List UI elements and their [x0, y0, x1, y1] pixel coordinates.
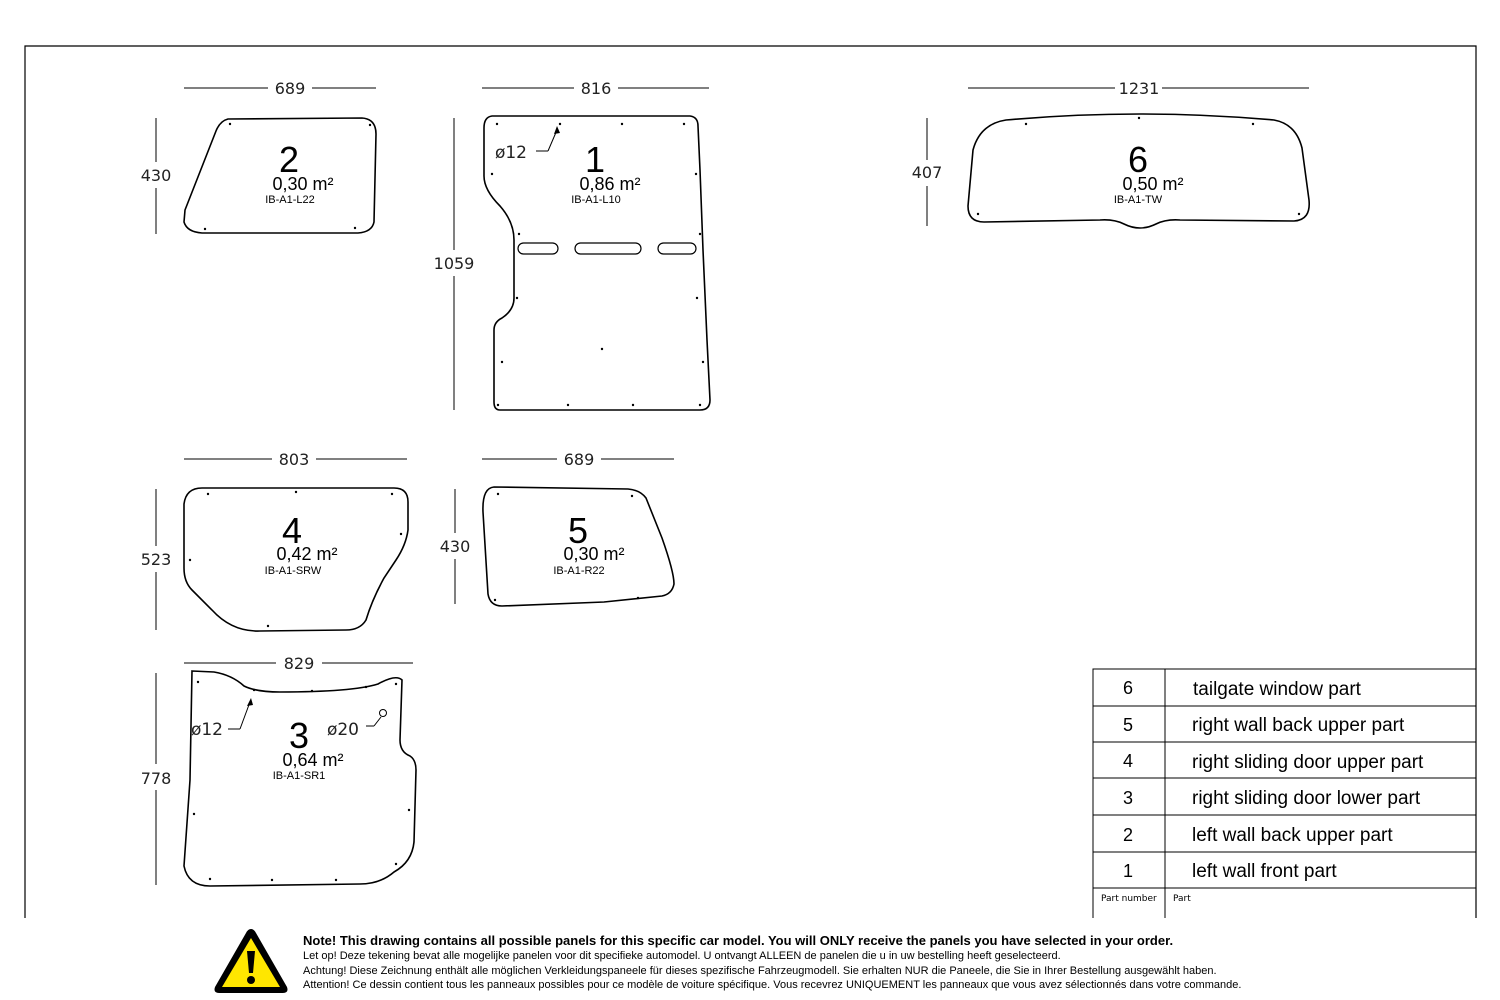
panel-1-number: 1: [584, 139, 606, 180]
panel-3-hole-large-label: ø20: [326, 720, 360, 740]
table-row-part: right sliding door upper part: [1192, 752, 1424, 773]
panel-4: [141, 450, 408, 631]
panel-5-area: 0,30 m²: [563, 544, 625, 564]
panel-1-hole-label: ø12: [494, 143, 528, 163]
panel-5-code: IB-A1-R22: [553, 565, 605, 577]
panel-3-code: IB-A1-SR1: [272, 770, 326, 782]
panel-5-height: 430: [439, 537, 471, 556]
table-row-number: 1: [1122, 861, 1134, 881]
panel-2: [141, 79, 376, 234]
panel-2-height: 430: [140, 166, 172, 185]
panel-1-area: 0,86 m²: [579, 174, 641, 194]
table-header-part-number: Part number: [1101, 894, 1157, 904]
disclaimer-note: [303, 933, 1403, 993]
table-row-number: 2: [1122, 825, 1134, 845]
panel-3-hole-small-label: ø12: [190, 720, 224, 740]
panel-4-number: 4: [281, 510, 303, 551]
table-row-number: 3: [1122, 788, 1134, 808]
panel-4-width: 803: [278, 450, 310, 469]
panel-3: [141, 654, 416, 886]
panel-3-height: 778: [140, 769, 172, 788]
note-fr: Attention! Ce dessin contient tous les panneaux possibles pour ce modèle de voiture spécifique. Vous recevrez UNIQUEMENT les panneaux que vous avez sélectionnés dans votre commande.: [303, 979, 1242, 991]
table-row-number: 6: [1122, 678, 1134, 698]
panel-5: [440, 450, 674, 606]
table-row-part: tailgate window part: [1193, 679, 1361, 700]
panel-6-code: IB-A1-TW: [1113, 194, 1163, 206]
note-main-en: Note! This drawing contains all possible panels for this specific car model. You will ONLY receive the panels you have selected in your order.: [303, 933, 1174, 948]
panel-2-area: 0,30 m²: [272, 174, 334, 194]
note-nl: Let op! Deze tekening bevat alle mogelijke panelen voor dit specifieke automodel. U ontvangt ALLEEN de panelen die u in uw bestelling heeft geselecteerd.: [303, 950, 1061, 962]
panel-1-code: IB-A1-L10: [571, 194, 621, 206]
panel-6-number: 6: [1127, 139, 1149, 180]
panel-6: [912, 79, 1309, 228]
panel-3-area: 0,64 m²: [282, 750, 344, 770]
panel-5-width: 689: [563, 450, 595, 469]
panel-5-number: 5: [567, 510, 589, 551]
panel-1-height: 1059: [433, 254, 475, 273]
panel-1-width: 816: [580, 79, 612, 98]
panel-4-area: 0,42 m²: [276, 544, 338, 564]
panel-2-code: IB-A1-L22: [265, 194, 315, 206]
panel-2-number: 2: [278, 139, 300, 180]
table-row-number: 5: [1122, 715, 1134, 735]
table-row-number: 4: [1122, 751, 1134, 771]
panel-4-code: IB-A1-SRW: [264, 565, 322, 577]
warning-triangle-icon: [212, 926, 290, 996]
table-row-part: right wall back upper part: [1192, 715, 1405, 736]
panel-2-width: 689: [274, 79, 306, 98]
note-de: Achtung! Diese Zeichnung enthält alle möglichen Verkleidungspaneele für dieses spezifische Fahrzeugmodell. Sie erhalten NUR die Paneele, die Sie in Ihrer Bestellung ausgewählt haben.: [303, 964, 1217, 977]
table-row-part: left wall back upper part: [1192, 825, 1393, 846]
panel-6-width: 1231: [1118, 79, 1160, 98]
table-row-part: left wall front part: [1192, 861, 1337, 882]
panel-4-height: 523: [140, 550, 172, 569]
panel-6-area: 0,50 m²: [1122, 174, 1184, 194]
panel-3-width: 829: [283, 654, 315, 673]
parts-table: [1093, 669, 1476, 918]
table-row-part: right sliding door lower part: [1192, 788, 1421, 809]
table-header-part: Part: [1173, 894, 1191, 904]
panel-1: [434, 79, 710, 410]
panel-6-height: 407: [911, 163, 943, 182]
panel-3-number: 3: [288, 715, 310, 756]
